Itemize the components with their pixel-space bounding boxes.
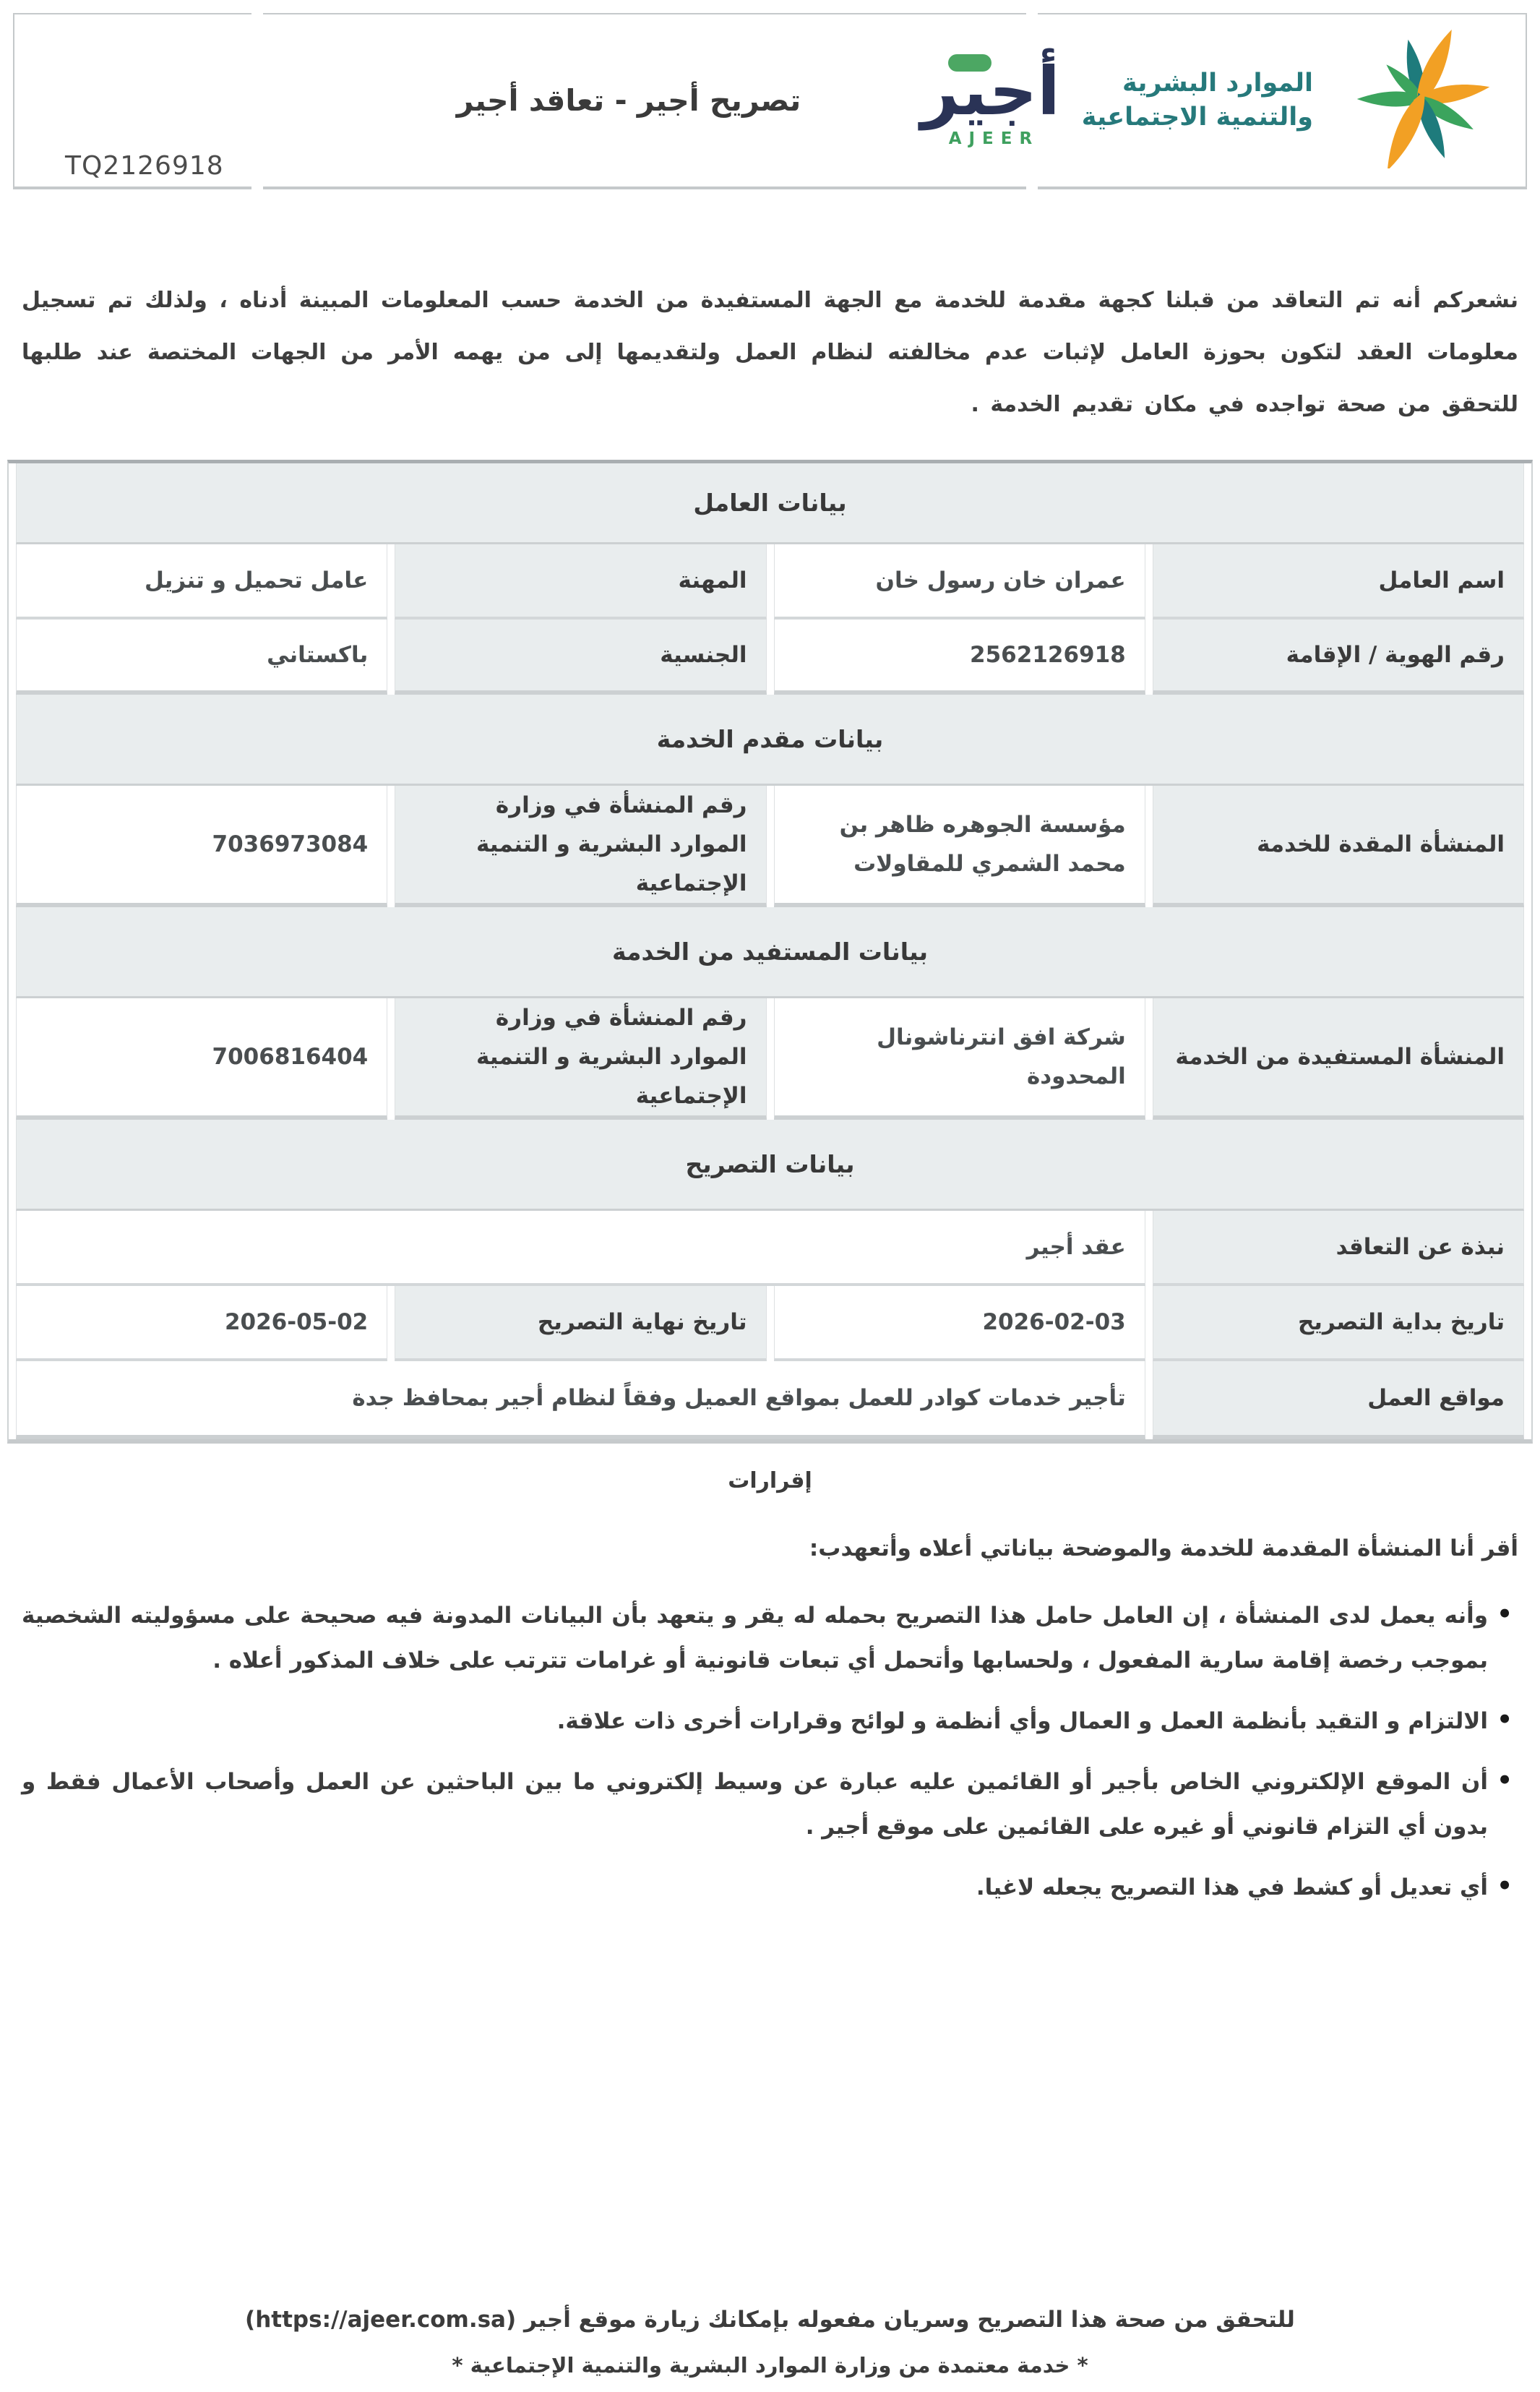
contract-summary-value: عقد أجير xyxy=(16,1211,1145,1286)
declarations-intro: أقر أنا المنشأة المقدمة للخدمة والموضحة بياناتي أعلاه وأتعهدب: xyxy=(809,1535,1518,1561)
provider-mol-number-label: رقم المنشأة في وزارة الموارد البشرية و التنمية الإجتماعية xyxy=(395,786,766,907)
work-locations-value: تأجير خدمات كوادر للعمل بمواقع العميل وفقاً لنظام أجير بمحافظ جدة xyxy=(16,1361,1145,1439)
section-header-permit: بيانات التصريح xyxy=(16,1120,1524,1211)
worker-name-label: اسم العامل xyxy=(1153,544,1524,620)
start-date-value: 2026-02-03 xyxy=(774,1286,1145,1361)
declarations-list xyxy=(22,1593,1518,1910)
ajeer-logo xyxy=(921,53,1060,149)
permit-number: TQ2126918 xyxy=(65,151,224,181)
ministry-wordmark xyxy=(1082,67,1313,134)
page-title: تصريح أجير - تعاقد أجير xyxy=(456,83,801,118)
profession-label: المهنة xyxy=(395,544,766,620)
footer-verify-line: للتحقق من صحة هذا التصريح وسريان مفعوله بإمكانك زيارة موقع أجير (https://ajeer.com.sa) xyxy=(245,2307,1295,2333)
footer xyxy=(0,2307,1540,2378)
ministry-wordmark-line2: والتنمية الاجتماعية xyxy=(1081,103,1313,132)
details-table-wrapper xyxy=(7,460,1533,1444)
beneficiary-name-label: المنشأة المستفيدة من الخدمة xyxy=(1153,998,1524,1120)
nationality-value: باكستاني xyxy=(16,620,387,695)
nationality-label: الجنسية xyxy=(395,620,766,695)
declaration-item: • الالتزام و التقيد بأنظمة العمل و العمال وأي أنظمة و لوائح وقرارات أخرى ذات علاقة. xyxy=(22,1699,1518,1744)
end-date-label: تاريخ نهاية التصريح xyxy=(395,1286,766,1361)
ministry-wordmark-line1: الموارد البشرية xyxy=(1122,69,1313,98)
section-header-worker: بيانات العامل xyxy=(16,463,1524,544)
profession-value: عامل تحميل و تنزيل xyxy=(16,544,387,620)
id-number-label: رقم الهوية / الإقامة xyxy=(1153,620,1524,695)
header-border-gap xyxy=(1026,12,1038,17)
details-table xyxy=(7,460,1533,1444)
work-locations-label: مواقع العمل xyxy=(1153,1361,1524,1439)
id-number-value: 2562126918 xyxy=(774,620,1145,695)
beneficiary-name-value: شركة افق انترناشونال المحدودة xyxy=(774,998,1145,1120)
start-date-label: تاريخ بداية التصريح xyxy=(1153,1286,1524,1361)
beneficiary-mol-number-value: 7006816404 xyxy=(16,998,387,1120)
declaration-item: • أن الموقع الإلكتروني الخاص بأجير أو القائمين عليه عبارة عن وسيط إلكتروني ما بين الباحثين عن العمل وأصحاب الأعمال فقط و بدون أي التزام قانوني أو غيره على القائمين على موقع أجير . xyxy=(22,1759,1518,1849)
section-header-provider: بيانات مقدم الخدمة xyxy=(16,695,1524,786)
end-date-value: 2026-05-02 xyxy=(16,1286,387,1361)
contract-summary-label: نبذة عن التعاقد xyxy=(1153,1211,1524,1286)
worker-name-value: عمران خان رسول خان xyxy=(774,544,1145,620)
provider-mol-number-value: 7036973084 xyxy=(16,786,387,907)
declaration-item: • أي تعديل أو كشط في هذا التصريح يجعله لاغيا. xyxy=(22,1865,1518,1910)
intro-paragraph: نشعركم أنه تم التعاقد من قبلنا كجهة مقدمة للخدمة مع الجهة المستفيدة من الخدمة حسب المعلومات المبينة أدناه ، ولذلك تم تسجيل معلومات العقد لتكون بحوزة العامل لإثبات عدم مخالفته لنظام العمل ولتقديمها إلى من يهمه الأمر من الجهات المختصة عند طلبها للتحقق من صحة تواجده في مكان تقديم الخدمة . xyxy=(22,288,1518,417)
footer-accredited-line: * خدمة معتمدة من وزارة الموارد البشرية والتنمية الإجتماعية * xyxy=(452,2353,1088,2378)
declarations-section xyxy=(22,1468,1518,1910)
beneficiary-mol-number-label: رقم المنشأة في وزارة الموارد البشرية و التنمية الإجتماعية xyxy=(395,998,766,1120)
declarations-title: إقرارات xyxy=(728,1468,812,1493)
ajeer-logo-latin: AJEER xyxy=(948,129,1040,149)
ministry-emblem-icon xyxy=(1335,30,1507,171)
provider-name-value: مؤسسة الجوهره ظاهر بن محمد الشمري للمقاولات xyxy=(774,786,1145,907)
ajeer-logo-arabic: أجير xyxy=(921,52,1060,130)
provider-name-label: المنشأة المقدة للخدمة xyxy=(1153,786,1524,907)
header-box xyxy=(13,13,1527,189)
header-border-gap xyxy=(1026,184,1038,191)
declaration-item: • وأنه يعمل لدى المنشأة ، إن العامل حامل هذا التصريح بحمله له يقر و يتعهد بأن البيانات المدونة فيه صحيحة على مسؤوليته الشخصية بموجب رخصة إقامة سارية المفعول ، ولحسابها وأتحمل أي تبعات قانونية أو غرامات تترتب على خلاف المذكور أعلاه . xyxy=(22,1593,1518,1683)
header-logos xyxy=(921,30,1507,171)
section-header-beneficiary: بيانات المستفيد من الخدمة xyxy=(16,907,1524,998)
